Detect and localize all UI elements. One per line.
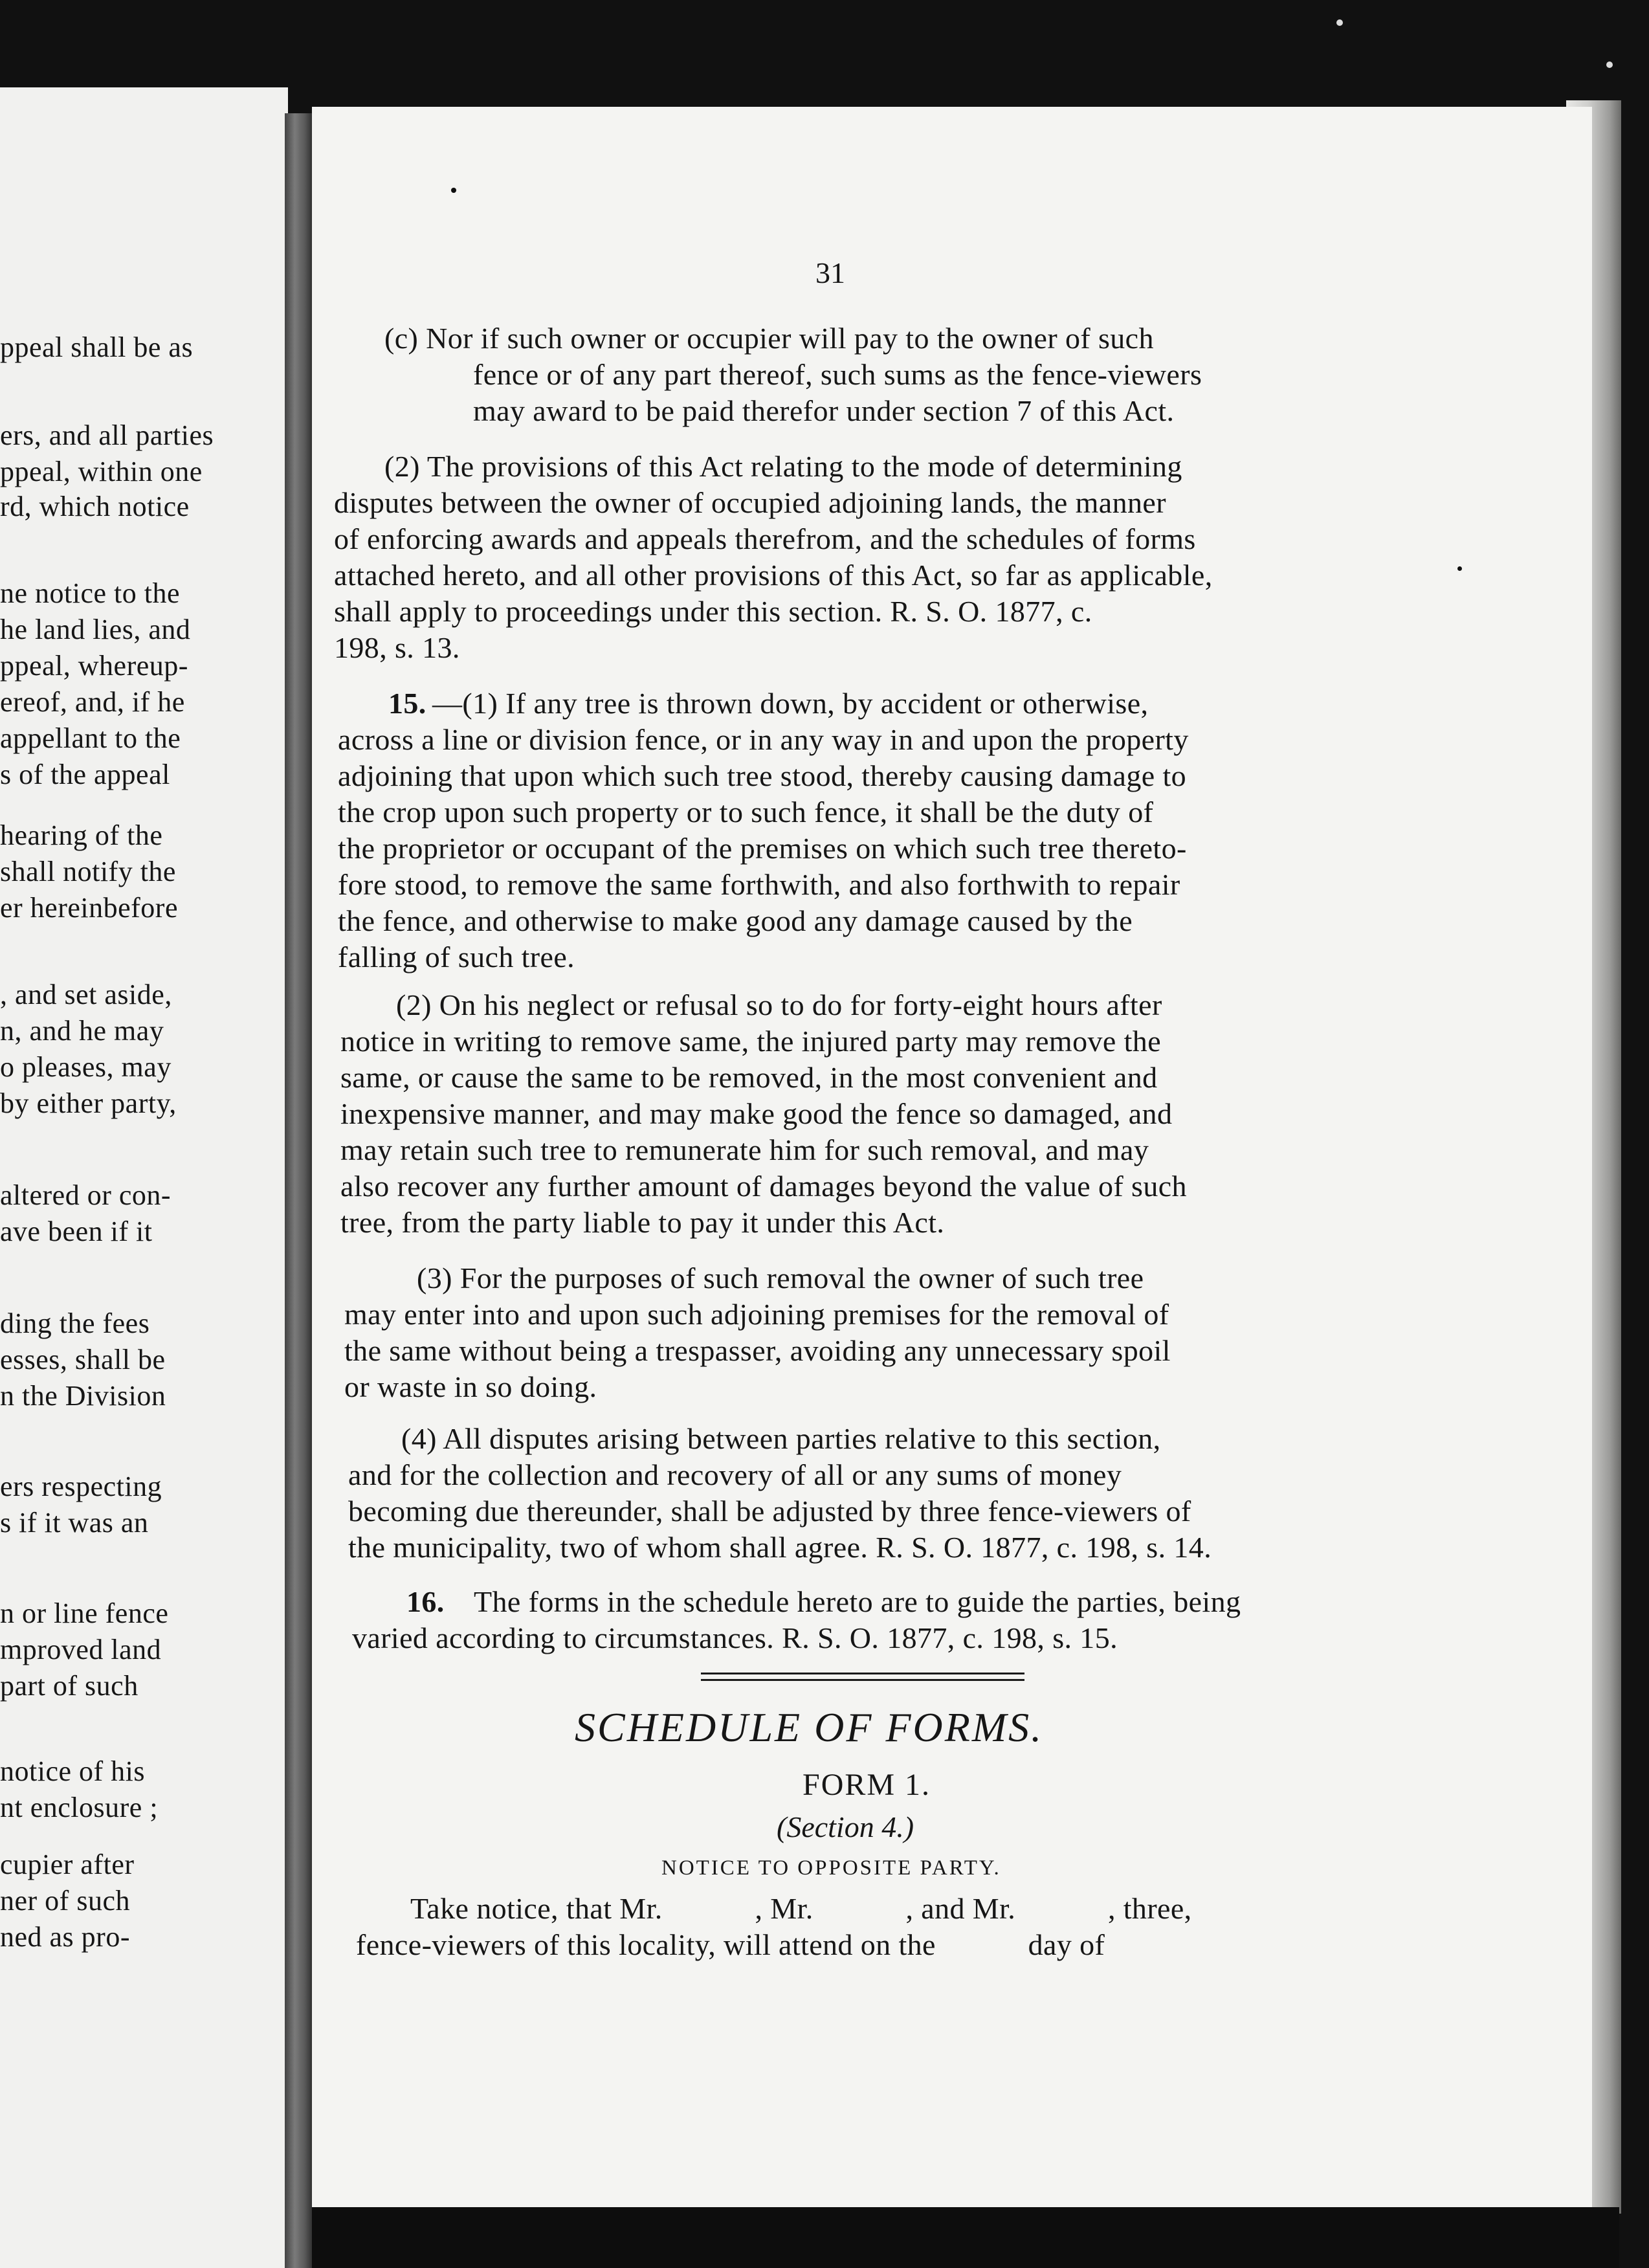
left-line: rd, which notice bbox=[0, 491, 190, 522]
left-line: ereof, and, if he bbox=[0, 686, 185, 718]
paragraph-line: also recover any further amount of damages beyond the value of such bbox=[340, 1170, 1187, 1203]
scan-speck bbox=[451, 188, 456, 193]
left-line: ave been if it bbox=[0, 1216, 153, 1247]
left-line: nt enclosure ; bbox=[0, 1792, 159, 1823]
left-line: notice of his bbox=[0, 1755, 146, 1787]
paragraph-line: (2) On his neglect or refusal so to do for forty-eight hours after bbox=[396, 988, 1162, 1021]
form-title: FORM 1. bbox=[802, 1768, 931, 1802]
paragraph-line: the same without being a trespasser, avoiding any unnecessary spoil bbox=[344, 1334, 1171, 1367]
left-line: ers respecting bbox=[0, 1471, 162, 1502]
paragraph-line: 198, s. 13. bbox=[334, 631, 460, 664]
paragraph-line: and for the collection and recovery of all or any sums of money bbox=[348, 1458, 1122, 1491]
section-16-number: 16. bbox=[406, 1585, 445, 1618]
left-line: ding the fees bbox=[0, 1307, 150, 1339]
paragraph-line: becoming due thereunder, shall be adjusted by three fence-viewers of bbox=[348, 1495, 1191, 1528]
paragraph-line: —(1) If any tree is thrown down, by accident or otherwise, bbox=[432, 687, 1149, 720]
paragraph-line: the fence, and otherwise to make good any damage caused by the bbox=[338, 904, 1133, 937]
left-line: ppeal, within one bbox=[0, 456, 203, 487]
left-line: cupier after bbox=[0, 1849, 135, 1880]
left-line: altered or con- bbox=[0, 1179, 172, 1211]
paragraph-line: fore stood, to remove the same forthwith, and also forthwith to repair bbox=[338, 868, 1180, 901]
left-line: ers, and all parties bbox=[0, 419, 214, 451]
left-line: ppeal shall be as bbox=[0, 331, 194, 363]
section-15-number: 15. bbox=[388, 687, 426, 720]
left-line: esses, shall be bbox=[0, 1344, 166, 1375]
left-line: n, and he may bbox=[0, 1015, 164, 1047]
paragraph-line: or waste in so doing. bbox=[344, 1370, 597, 1403]
scan-bottom-border bbox=[312, 2207, 1619, 2268]
left-line: , and set aside, bbox=[0, 979, 172, 1010]
left-line: ner of such bbox=[0, 1885, 130, 1917]
left-line: er hereinbefore bbox=[0, 892, 178, 924]
left-line: o pleases, may bbox=[0, 1051, 172, 1083]
left-line: he land lies, and bbox=[0, 614, 191, 645]
paragraph-line: attached hereto, and all other provisions of this Act, so far as applicable, bbox=[334, 559, 1213, 592]
scan-speck bbox=[1606, 61, 1613, 68]
scan-speck bbox=[1336, 19, 1343, 26]
left-line: shall notify the bbox=[0, 856, 176, 887]
left-line: part of such bbox=[0, 1670, 138, 1702]
divider-rule bbox=[701, 1679, 1024, 1681]
left-line: s if it was an bbox=[0, 1507, 149, 1539]
section-reference: (Section 4.) bbox=[777, 1810, 914, 1843]
paragraph-line: the crop upon such property or to such fence, it shall be the duty of bbox=[338, 795, 1154, 828]
left-line: s of the appeal bbox=[0, 759, 170, 790]
schedule-title: SCHEDULE OF FORMS. bbox=[575, 1704, 1044, 1750]
left-line: n the Division bbox=[0, 1380, 166, 1412]
paragraph-line: (2) The provisions of this Act relating to the mode of determining bbox=[384, 450, 1182, 483]
left-line: by either party, bbox=[0, 1087, 177, 1119]
left-line: ne notice to the bbox=[0, 577, 181, 609]
paragraph-line: adjoining that upon which such tree stood, thereby causing damage to bbox=[338, 759, 1187, 792]
page-number: 31 bbox=[815, 256, 845, 289]
left-line: n or line fence bbox=[0, 1597, 169, 1629]
left-line: ppeal, whereup- bbox=[0, 650, 188, 682]
left-line: ned as pro- bbox=[0, 1921, 130, 1953]
paragraph-line: same, or cause the same to be removed, in the most convenient and bbox=[340, 1061, 1158, 1094]
scan-speck bbox=[1457, 566, 1462, 571]
paragraph-line: inexpensive manner, and may make good the fence so damaged, and bbox=[340, 1097, 1173, 1130]
paragraph-line: disputes between the owner of occupied adjoining lands, the manner bbox=[334, 486, 1166, 519]
paragraph-line: falling of such tree. bbox=[338, 940, 575, 973]
paragraph-line: tree, from the party liable to pay it under this Act. bbox=[340, 1206, 945, 1239]
left-line: appellant to the bbox=[0, 722, 181, 754]
left-page-fragment bbox=[0, 87, 288, 2268]
paragraph-line: may retain such tree to remunerate him for such removal, and may bbox=[340, 1133, 1149, 1166]
book-gutter bbox=[285, 113, 313, 2268]
left-line: hearing of the bbox=[0, 819, 163, 851]
left-line: mproved land bbox=[0, 1634, 162, 1665]
divider-rule bbox=[701, 1673, 1024, 1674]
form-line: Take notice, that Mr. , Mr. , and Mr. , three, bbox=[410, 1892, 1192, 1925]
paragraph-line: across a line or division fence, or in any way in and upon the property bbox=[338, 723, 1189, 756]
clause-c-line: may award to be paid therefor under section 7 of this Act. bbox=[473, 394, 1175, 427]
paragraph-line: of enforcing awards and appeals therefrom, and the schedules of forms bbox=[334, 522, 1196, 555]
form-line: fence-viewers of this locality, will attend on the day of bbox=[356, 1928, 1105, 1961]
paragraph-line: varied according to circumstances. R. S. O. 1877, c. 198, s. 15. bbox=[352, 1621, 1118, 1654]
paragraph-line: shall apply to proceedings under this section. R. S. O. 1877, c. bbox=[334, 595, 1092, 628]
paragraph-line: (3) For the purposes of such removal the owner of such tree bbox=[417, 1262, 1144, 1295]
paragraph-line: The forms in the schedule hereto are to guide the parties, being bbox=[474, 1585, 1241, 1618]
paragraph-line: (4) All disputes arising between parties relative to this section, bbox=[401, 1422, 1161, 1455]
notice-heading: NOTICE TO OPPOSITE PARTY. bbox=[661, 1856, 1001, 1880]
paragraph-line: the proprietor or occupant of the premises on which such tree thereto- bbox=[338, 832, 1187, 865]
clause-c-line: fence or of any part thereof, such sums as the fence-viewers bbox=[473, 358, 1202, 391]
paragraph-line: notice in writing to remove same, the injured party may remove the bbox=[340, 1025, 1162, 1058]
clause-c-line: (c) Nor if such owner or occupier will pay to the owner of such bbox=[384, 322, 1154, 355]
paragraph-line: the municipality, two of whom shall agree. R. S. O. 1877, c. 198, s. 14. bbox=[348, 1531, 1212, 1564]
paragraph-line: may enter into and upon such adjoining premises for the removal of bbox=[344, 1298, 1169, 1331]
